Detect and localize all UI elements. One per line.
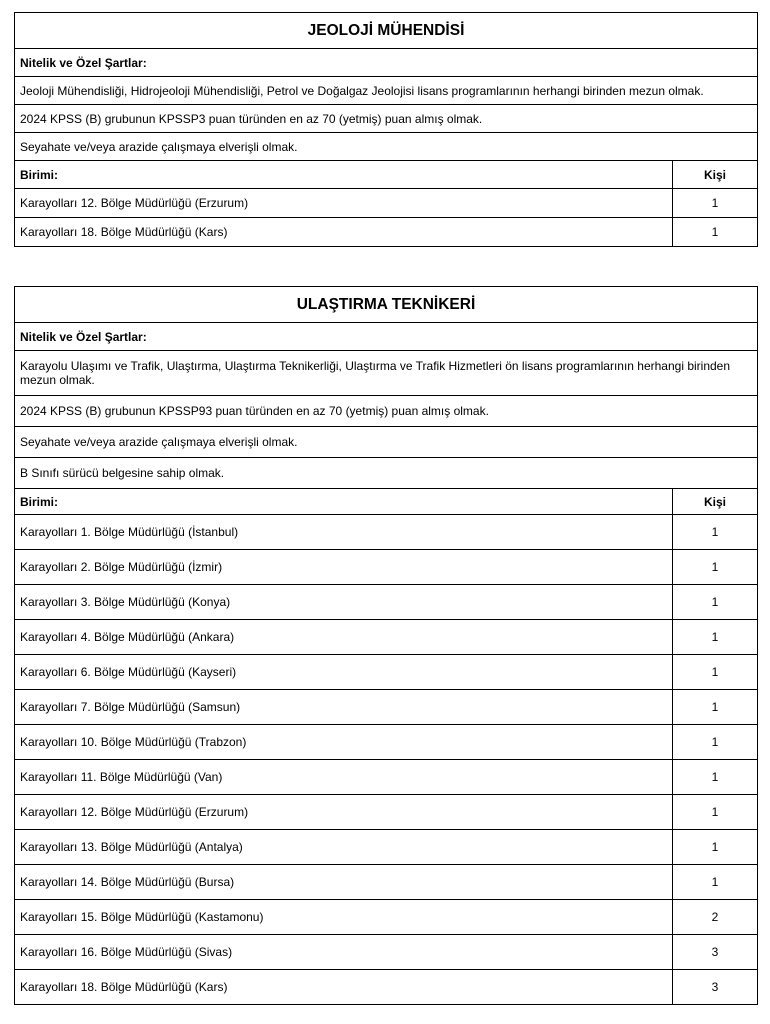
table-row: [15, 620, 758, 655]
unit-name: Karayolları 13. Bölge Müdürlüğü (Antalya): [15, 830, 673, 865]
requirement: 2024 KPSS (B) grubunun KPSSP93 puan türünden en az 70 (yetmiş) puan almış olmak.: [15, 396, 758, 427]
unit-count: 1: [673, 725, 758, 760]
unit-name: Karayolları 2. Bölge Müdürlüğü (İzmir): [15, 550, 673, 585]
unit-name: Karayolları 15. Bölge Müdürlüğü (Kastamonu): [15, 900, 673, 935]
table-row: [15, 189, 758, 218]
unit-name: Karayolları 7. Bölge Müdürlüğü (Samsun): [15, 690, 673, 725]
requirement: B Sınıfı sürücü belgesine sahip olmak.: [15, 458, 758, 489]
table-row: [15, 760, 758, 795]
table-row: [15, 725, 758, 760]
unit-header: Birimi:: [15, 489, 673, 515]
unit-header: Birimi:: [15, 161, 673, 189]
table-row: [15, 550, 758, 585]
unit-count: 1: [673, 620, 758, 655]
unit-name: Karayolları 3. Bölge Müdürlüğü (Konya): [15, 585, 673, 620]
section-title: ULAŞTIRMA TEKNİKERİ: [15, 287, 758, 323]
unit-count: 1: [673, 189, 758, 218]
table-row: [15, 865, 758, 900]
unit-name: Karayolları 11. Bölge Müdürlüğü (Van): [15, 760, 673, 795]
unit-name: Karayolları 18. Bölge Müdürlüğü (Kars): [15, 970, 673, 1005]
unit-name: Karayolları 12. Bölge Müdürlüğü (Erzurum): [15, 795, 673, 830]
count-header: Kişi: [673, 161, 758, 189]
ulastirma-teknikeri-table: [14, 286, 758, 1005]
table-row: [15, 515, 758, 550]
section-title: JEOLOJİ MÜHENDİSİ: [15, 13, 758, 49]
unit-count: 1: [673, 760, 758, 795]
table-row: [15, 900, 758, 935]
requirement: Karayolu Ulaşımı ve Trafik, Ulaştırma, Ulaştırma Teknikerliği, Ulaştırma ve Trafik Hizmetleri ön lisans programlarının herhangi birinden mezun olmak.: [15, 351, 758, 396]
table-row: [15, 218, 758, 247]
table-row: [15, 970, 758, 1005]
unit-count: 1: [673, 550, 758, 585]
table-row: [15, 935, 758, 970]
unit-count: 1: [673, 865, 758, 900]
requirement: Seyahate ve/veya arazide çalışmaya elverişli olmak.: [15, 427, 758, 458]
unit-name: Karayolları 1. Bölge Müdürlüğü (İstanbul): [15, 515, 673, 550]
table-row: [15, 795, 758, 830]
unit-count: 1: [673, 795, 758, 830]
unit-name: Karayolları 18. Bölge Müdürlüğü (Kars): [15, 218, 673, 247]
unit-count: 3: [673, 935, 758, 970]
jeoloji-muhendisi-table: [14, 12, 758, 247]
unit-name: Karayolları 10. Bölge Müdürlüğü (Trabzon): [15, 725, 673, 760]
table-row: [15, 830, 758, 865]
unit-count: 3: [673, 970, 758, 1005]
unit-name: Karayolları 14. Bölge Müdürlüğü (Bursa): [15, 865, 673, 900]
requirement: 2024 KPSS (B) grubunun KPSSP3 puan türünden en az 70 (yetmiş) puan almış olmak.: [15, 105, 758, 133]
unit-count: 2: [673, 900, 758, 935]
unit-count: 1: [673, 515, 758, 550]
conditions-label: Nitelik ve Özel Şartlar:: [15, 323, 758, 351]
requirement: Seyahate ve/veya arazide çalışmaya elverişli olmak.: [15, 133, 758, 161]
table-row: [15, 690, 758, 725]
unit-count: 1: [673, 218, 758, 247]
unit-count: 1: [673, 690, 758, 725]
unit-count: 1: [673, 585, 758, 620]
unit-name: Karayolları 4. Bölge Müdürlüğü (Ankara): [15, 620, 673, 655]
unit-count: 1: [673, 830, 758, 865]
requirement: Jeoloji Mühendisliği, Hidrojeoloji Mühendisliği, Petrol ve Doğalgaz Jeolojisi lisans programlarının herhangi birinden mezun olmak.: [15, 77, 758, 105]
unit-name: Karayolları 12. Bölge Müdürlüğü (Erzurum): [15, 189, 673, 218]
unit-name: Karayolları 16. Bölge Müdürlüğü (Sivas): [15, 935, 673, 970]
count-header: Kişi: [673, 489, 758, 515]
unit-name: Karayolları 6. Bölge Müdürlüğü (Kayseri): [15, 655, 673, 690]
conditions-label: Nitelik ve Özel Şartlar:: [15, 49, 758, 77]
unit-count: 1: [673, 655, 758, 690]
table-row: [15, 655, 758, 690]
table-row: [15, 585, 758, 620]
